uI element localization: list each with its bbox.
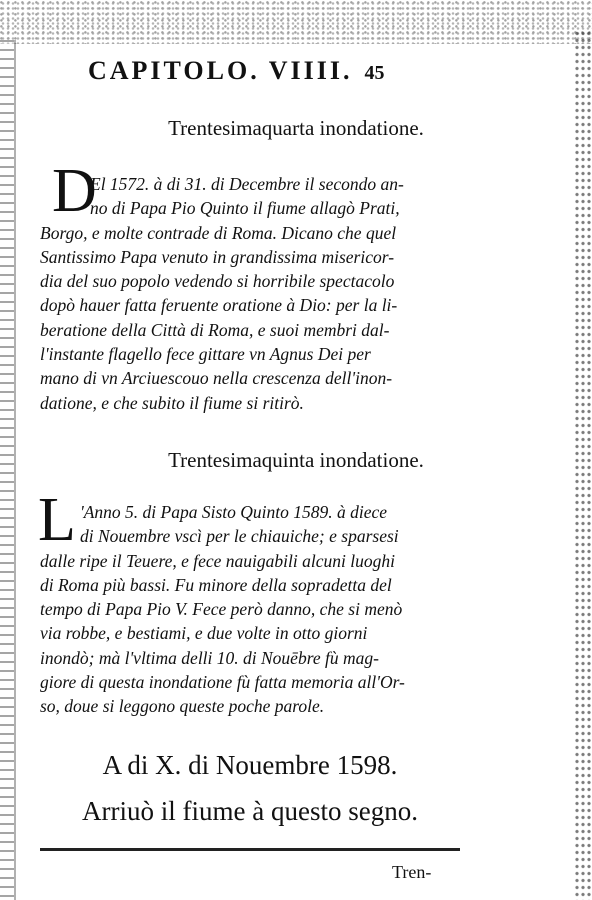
text-line: di Roma più bassi. Fu minore della sopradetta del: [40, 574, 392, 595]
drop-cap-l: L: [38, 486, 76, 554]
text-line: dopò hauer fatta feruente oratione à Dio: per la li-: [40, 295, 398, 316]
inscription-line-2: Arriuò il fiume à questo segno.: [82, 796, 418, 826]
text-line: via robbe, e bestiami, e due volte in otto giorni: [40, 623, 368, 644]
chapter-title: CAPITOLO. VIIII.: [88, 56, 353, 85]
text-line: El 1572. à di 31. di Decembre il secondo an-: [90, 174, 404, 194]
inscription-line-1: A di X. di Nouembre 1598.: [102, 750, 398, 780]
section-heading-34: Trentesimaquarta inondatione.: [168, 116, 424, 140]
paragraph-inondatione-35: [40, 500, 480, 719]
text-line: datione, e che subito il fiume si ritirò.: [40, 392, 304, 413]
text-line: l'instante flagello fece gittare vn Agnus Dei per: [40, 344, 371, 365]
drop-cap-d: D: [52, 157, 97, 225]
text-line: no di Papa Pio Quinto il fiume allagò Prati,: [90, 198, 400, 219]
bottom-rule: [40, 848, 460, 851]
catchword: Tren-: [392, 862, 432, 882]
text-line: di Nouembre vscì per le chiauiche; e sparsesi: [80, 526, 399, 547]
text-line: beratione della Città di Roma, e suoi membri dal-: [40, 319, 390, 340]
text-line: dalle ripe il Teuere, e fece nauigabili alcuni luoghi: [40, 550, 395, 571]
text-line: 'Anno 5. di Papa Sisto Quinto 1589. à diece: [80, 502, 388, 522]
text-line: Santissimo Papa venuto in grandissima misericor-: [40, 246, 395, 267]
paragraph-inondatione-34: [40, 172, 480, 415]
text-line: dia del suo popolo vedendo si horribile spectacolo: [40, 271, 395, 292]
text-line: tempo di Papa Pio V. Fece però danno, che si menò: [40, 599, 403, 620]
scan-top-edge: [0, 0, 592, 44]
text-line: mano di vn Arciuescouo nella crescenza dell'inon-: [40, 368, 393, 389]
text-line: giore di questa inondatione fù fatta memoria all'Or-: [40, 672, 405, 693]
running-head: [88, 56, 478, 86]
text-line: so, doue si leggono queste poche parole.: [40, 696, 325, 717]
text-line: Borgo, e molte contrade di Roma. Dicano che quel: [40, 222, 397, 243]
text-line: inondò; mà l'vltima delli 10. di Nouēbre fù mag-: [40, 647, 379, 668]
section-heading-35: Trentesimaquinta inondatione.: [168, 448, 424, 472]
page-number: 45: [364, 62, 385, 84]
